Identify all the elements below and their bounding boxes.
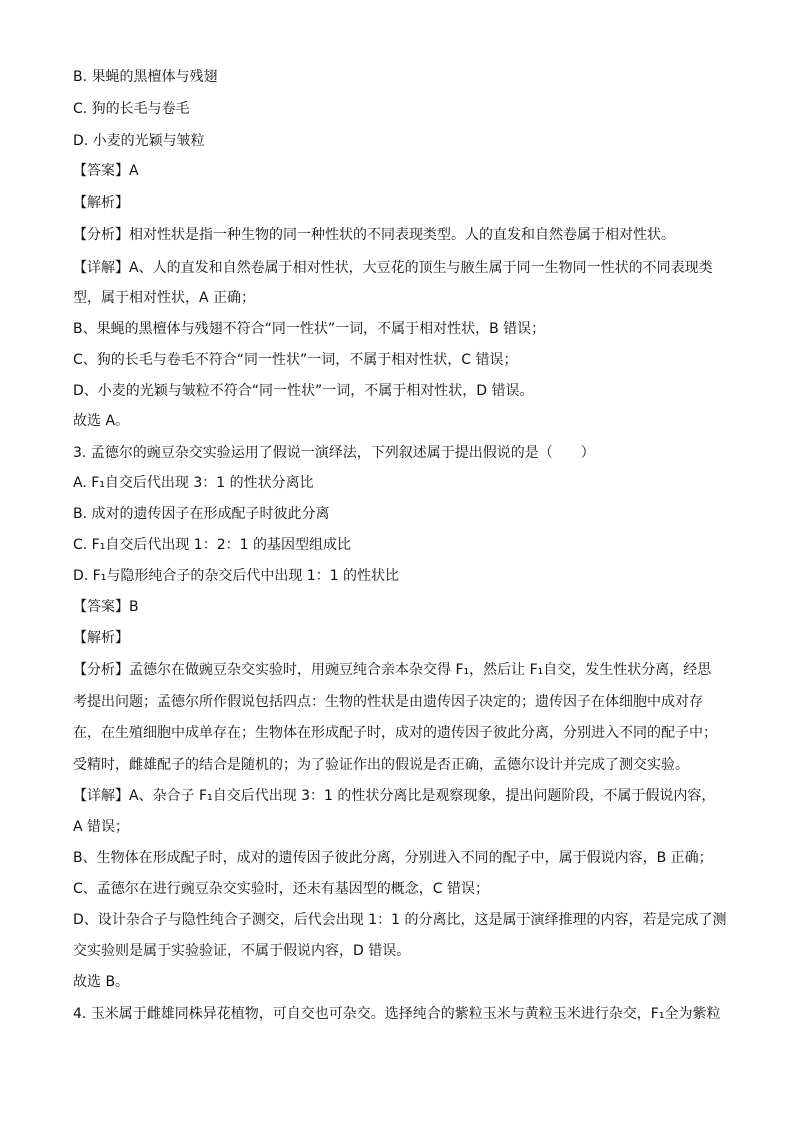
q3-detail-c: C、孟德尔在进行豌豆杂交实验时，还未有基因型的概念，C 错误；	[73, 881, 489, 897]
q3-detail-b: B、生物体在形成配子时，成对的遗传因子彼此分离，分别进入不同的配子中，属于假说内容，B 正确；	[73, 850, 713, 866]
q3-xiangjie-label: 【详解】	[73, 788, 129, 804]
q2-detail-b: B、果蝇的黑檀体与残翅不符合“同一性状”一词，不属于相对性状，B 错误；	[73, 321, 546, 337]
q2-conclusion: 故选 A。	[73, 413, 130, 429]
q2-detail-c: C、狗的长毛与卷毛不符合“同一性状”一词，不属于相对性状，C 错误；	[73, 352, 518, 368]
q2-fenxi-text: 相对性状是指一种生物的同一种性状的不同表现类型。人的直发和自然卷属于相对性状。	[129, 227, 675, 243]
q2-answer-value: A	[129, 163, 139, 179]
q2-option-c: C. 狗的长毛与卷毛	[73, 101, 190, 117]
q3-option-a: A. F₁自交后代出现 3：1 的性状分离比	[73, 475, 314, 491]
q3-detail-d-line1: D、设计杂合子与隐性纯合子测交，后代会出现 1：1 的分离比，这是属于演绎推理的内容，若是完成了测	[73, 912, 727, 928]
q3-fenxi-text-1: 孟德尔在做豌豆杂交实验时，用豌豆纯合亲本杂交得 F₁，然后让 F₁自交，发生性状分离，经思	[129, 662, 712, 678]
q3-detail-d-line2: 交实验则是属于实验验证，不属于假说内容，D 错误。	[73, 943, 411, 959]
q2-detail-a-line2: 型，属于相对性状，A 正确；	[73, 290, 256, 306]
q3-detail-a-line1	[73, 786, 734, 806]
q3-option-c: C. F₁自交后代出现 1：2：1 的基因型组成比	[73, 537, 351, 553]
q3-answer-value: B	[129, 599, 139, 615]
q2-analysis-label: 【解析】	[73, 195, 129, 211]
q3-fenxi-line3: 在，在生殖细胞中成单存在；生物体在形成配子时，成对的遗传因子彼此分离，分别进入不同的配子中；	[73, 725, 717, 741]
q2-option-b: B. 果蝇的黑檀体与残翅	[73, 69, 218, 85]
q2-detail-a-line1	[73, 258, 734, 278]
q3-detail-a-line2: A 错误；	[73, 819, 130, 835]
q3-fenxi-label: 【分析】	[73, 662, 129, 678]
q2-option-d: D. 小麦的光颖与皱粒	[73, 133, 205, 149]
q2-fenxi-label: 【分析】	[73, 227, 129, 243]
q3-detail-a-text: A、杂合子 F₁自交后代出现 3：1 的性状分离比是观察现象，提出问题阶段，不属于假说内容，	[129, 788, 716, 804]
q2-fenxi	[73, 225, 734, 245]
q3-option-b: B. 成对的遗传因子在形成配子时彼此分离	[73, 506, 330, 522]
q3-fenxi-line1	[73, 660, 734, 680]
q3-analysis-label: 【解析】	[73, 630, 129, 646]
q2-answer-label: 【答案】	[73, 163, 129, 179]
q3-stem: 3. 孟德尔的豌豆杂交实验运用了假说一演绎法，下列叙述属于提出假说的是（ ）	[73, 445, 595, 461]
q2-detail-a-text: A、人的直发和自然卷属于相对性状，大豆花的顶生与腋生属于同一生物同一性状的不同表现类	[129, 260, 713, 276]
q3-fenxi-line4: 受精时，雌雄配子的结合是随机的；为了验证作出的假说是否正确，孟德尔设计并完成了测交实验。	[73, 757, 689, 773]
q2-answer	[73, 161, 734, 181]
q3-fenxi-line2: 考提出问题；孟德尔所作假说包括四点：生物的性状是由遗传因子决定的；遗传因子在体细胞中成对存	[73, 694, 703, 710]
q3-answer-label: 【答案】	[73, 599, 129, 615]
q3-conclusion: 故选 B。	[73, 974, 130, 990]
q2-xiangjie-label: 【详解】	[73, 260, 129, 276]
q3-answer	[73, 597, 734, 617]
q2-detail-d: D、小麦的光颖与皱粒不符合“同一性状”一词，不属于相对性状，D 错误。	[73, 383, 534, 399]
q3-option-d: D. F₁与隐形纯合子的杂交后代中出现 1：1 的性状比	[73, 568, 400, 584]
q4-stem: 4. 玉米属于雌雄同株异花植物，可自交也可杂交。选择纯合的紫粒玉米与黄粒玉米进行杂交，F₁全为紫粒	[73, 1006, 721, 1022]
